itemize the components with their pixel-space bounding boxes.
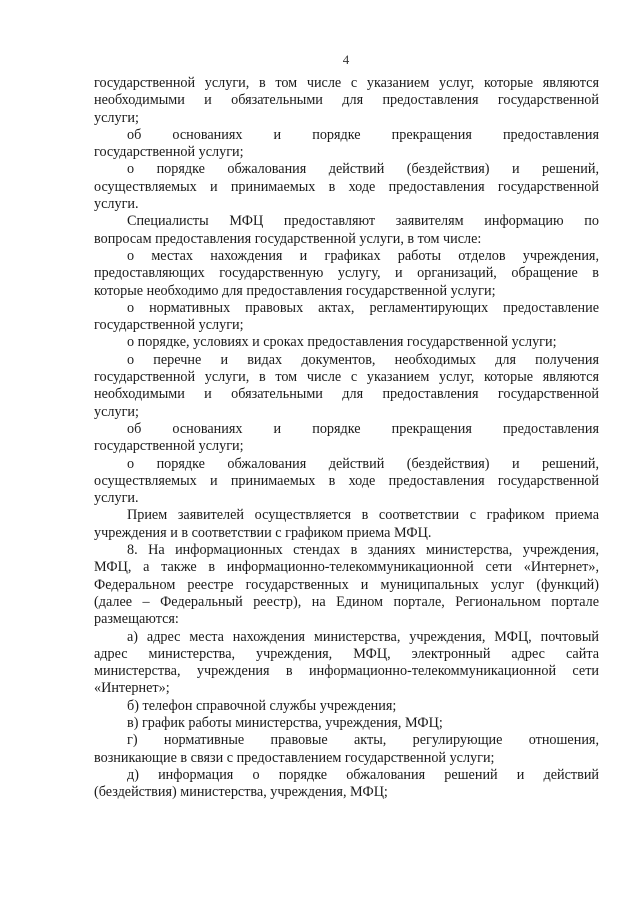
paragraph-line: государственной услуги, в том числе с указанием услуг, которые являются [94,369,599,386]
paragraph [94,732,599,767]
paragraph-line: учреждения и в соответствии с графиком приема МФЦ. [94,524,432,541]
paragraph-line: об основаниях и порядке прекращения предоставления [127,126,599,143]
paragraph [94,75,599,127]
paragraph-line: вопросам предоставления государственной услуги, в том числе: [94,230,482,247]
paragraph-line: возникающие в связи с предоставлением государственной услуги; [94,749,495,766]
paragraph [94,300,599,335]
paragraph-line: адрес министерства, учреждения, МФЦ, электронный адрес сайта [94,645,599,662]
paragraph-line: д) информация о порядке обжалования решений и действий [127,766,599,783]
paragraph [94,421,599,456]
paragraph-line: г) нормативные правовые акты, регулирующие отношения, [127,732,599,749]
paragraph-line: министерства, учреждения в информационно-телекоммуникационной сети [94,663,599,680]
paragraph-line: предоставляющих государственную услугу, и организаций, обращение в [94,265,599,282]
paragraph [94,213,599,248]
paragraph-line: а) адрес места нахождения министерства, учреждения, МФЦ, почтовый [127,628,599,645]
paragraph-line: размещаются: [94,611,179,628]
paragraph-line: Федеральном реестре государственных и муниципальных услуг (функций) [94,576,599,593]
paragraph-line: о порядке обжалования действий (бездействия) и решений, [127,161,599,178]
paragraph-line: государственной услуги; [94,144,244,161]
paragraph [94,127,599,162]
paragraph-line: б) телефон справочной службы учреждения; [127,697,397,714]
document-body [94,75,599,801]
paragraph-line: (далее – Федеральный реестр), на Едином портале, Региональном портале [94,593,599,610]
paragraph-line: государственной услуги; [94,317,244,334]
paragraph [94,715,599,732]
paragraph-line: «Интернет»; [94,680,170,697]
paragraph [94,248,599,300]
page-number: 4 [342,52,350,67]
paragraph-line: Прием заявителей осуществляется в соответствии с графиком приема [127,507,599,524]
paragraph-line: Специалисты МФЦ предоставляют заявителям информацию по [127,213,599,230]
paragraph [94,698,599,715]
paragraph [94,629,599,698]
paragraph [94,456,599,508]
paragraph-line: о нормативных правовых актах, регламентирующих предоставление [127,299,599,316]
paragraph-line: необходимыми и обязательными для предоставления государственной [94,92,599,109]
paragraph-line: о местах нахождения и графиках работы отделов учреждения, [127,247,599,264]
paragraph-line: услуги; [94,109,139,126]
paragraph-line: о перечне и видах документов, необходимых для получения [127,351,599,368]
paragraph-line: услуги. [94,490,139,507]
paragraph-line: (бездействия) министерства, учреждения, МФЦ; [94,784,388,801]
paragraph-line: государственной услуги, в том числе с указанием услуг, которые являются [94,75,599,91]
paragraph [94,542,599,628]
paragraph [94,507,599,542]
paragraph-line: в) график работы министерства, учреждения, МФЦ; [127,714,443,731]
paragraph-line: услуги. [94,196,139,213]
paragraph [94,767,599,802]
paragraph-line: осуществляемых и принимаемых в ходе предоставления государственной [94,472,599,489]
paragraph-line: об основаниях и порядке прекращения предоставления [127,420,599,437]
paragraph-line: которые необходимо для предоставления государственной услуги; [94,282,496,299]
paragraph-line: о порядке, условиях и сроках предоставления государственной услуги; [127,334,557,351]
paragraph-line: услуги; [94,403,139,420]
paragraph [94,352,599,421]
paragraph-line: 8. На информационных стендах в зданиях министерства, учреждения, [127,542,599,559]
paragraph-line: о порядке обжалования действий (бездействия) и решений, [127,455,599,472]
paragraph-line: осуществляемых и принимаемых в ходе предоставления государственной [94,178,599,195]
paragraph-line: государственной услуги; [94,438,244,455]
paragraph-line: МФЦ, а также в информационно-телекоммуникационной сети «Интернет», [94,559,599,576]
paragraph [94,334,599,351]
paragraph [94,161,599,213]
paragraph-line: необходимыми и обязательными для предоставления государственной [94,386,599,403]
